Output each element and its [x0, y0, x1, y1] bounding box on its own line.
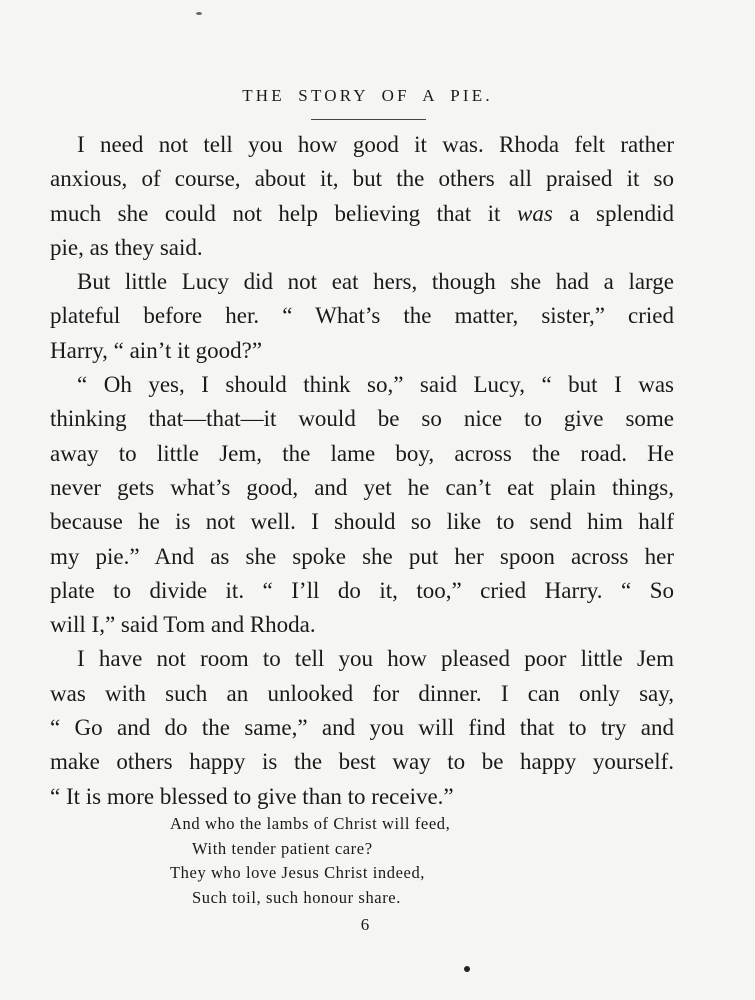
verse: [170, 812, 570, 910]
text-line: make others happy is the best way to be happy yourself.: [50, 749, 674, 775]
text-line: “ It is more blessed to give than to receive.”: [50, 783, 454, 809]
text-line: But little Lucy did not eat hers, though she had a large: [77, 269, 674, 295]
text-line: “ Oh yes, I should think so,” said Lucy, “ but I was: [77, 372, 674, 398]
text-line: anxious, of course, about it, but the others all praised it so: [50, 166, 674, 192]
text-line: plateful before her. “ What’s the matter, sister,” cried: [50, 303, 674, 329]
running-title: THE STORY OF A PIE.: [242, 86, 493, 105]
verse-line: And who the lambs of Christ will feed,: [170, 814, 451, 833]
text-line: was with such an unlooked for dinner. I can only say,: [50, 680, 674, 706]
story-text: [50, 128, 674, 814]
text-line: my pie.” And as she spoke she put her spoon across her: [50, 543, 674, 569]
text-line: I have not room to tell you how pleased poor little Jem: [77, 646, 674, 672]
text-line: “ Go and do the same,” and you will find that to try and: [50, 715, 674, 741]
ink-speck: [196, 12, 202, 15]
ink-speck: [464, 966, 470, 972]
text-line: never gets what’s good, and yet he can’t eat plain things,: [50, 474, 674, 500]
text-line: thinking that—that—it would be so nice to give some: [50, 406, 674, 432]
verse-line: They who love Jesus Christ indeed,: [170, 863, 426, 882]
verse-line: Such toil, such honour share.: [192, 887, 401, 907]
text-line: away to little Jem, the lame boy, across the road. He: [50, 440, 674, 466]
text-line: pie, as they said.: [50, 234, 203, 260]
text-line: much she could not help believing that it was a splendid: [50, 200, 674, 226]
emphasis: was: [516, 200, 553, 226]
text-line: I need not tell you how good it was. Rhoda felt rather: [77, 132, 674, 157]
page-number: 6: [360, 915, 370, 934]
text-line: will I,” said Tom and Rhoda.: [50, 612, 316, 638]
text-line: Harry, “ ain’t it good?”: [50, 337, 263, 363]
text-line: plate to divide it. “ I’ll do it, too,” cried Harry. “ So: [50, 577, 674, 603]
text-line: because he is not well. I should so like to send him half: [50, 509, 674, 535]
verse-line: With tender patient care?: [192, 838, 373, 858]
title-rule: [311, 119, 426, 120]
